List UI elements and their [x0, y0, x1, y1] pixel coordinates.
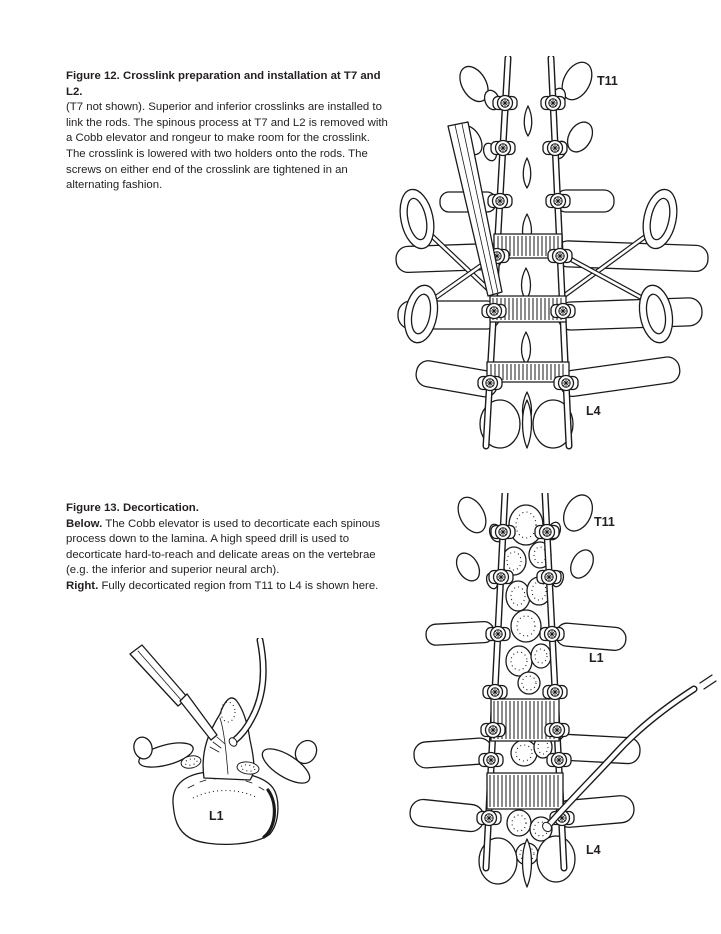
figure12-illustration	[388, 56, 721, 450]
fig13-post-label-l4: L4	[586, 843, 601, 857]
decorticated-bone	[502, 505, 552, 865]
figure13-caption	[66, 501, 396, 595]
figure13-below-label: Below.	[66, 517, 103, 530]
figure13-axial-illustration	[118, 638, 380, 862]
figure13-right-paragraph	[66, 579, 396, 595]
figure13-posterior-illustration	[398, 493, 721, 892]
vertebral-body	[173, 772, 278, 845]
figure12-caption	[66, 69, 388, 194]
fig13-axial-label-l1: L1	[209, 809, 224, 823]
figure12-caption-title: Figure 12. Crosslink preparation and installation at T7 and L2.	[66, 70, 381, 98]
cobb-elevator	[130, 645, 225, 752]
figure13-right-label: Right.	[66, 579, 99, 592]
fig12-label-t11: T11	[597, 74, 618, 88]
fig13-post-label-l1: L1	[589, 651, 604, 665]
fig13-post-label-t11: T11	[594, 515, 615, 529]
sacrum	[480, 400, 573, 448]
figure13-below-paragraph	[66, 517, 396, 579]
figure13-right-text: Fully decorticated region from T11 to L4 is shown here.	[101, 579, 379, 592]
figure12-caption-body: (T7 not shown). Superior and inferior crosslinks are installed to link the rods. The spinous process at T7 and L2 is removed with a Cobb elevator and rongeur to make room for the crosslink. The crosslink is lowered with two holders onto the rods. The screws on either end of the crosslink are tightened in an alternating fashion.	[66, 101, 388, 192]
fig12-label-l4: L4	[586, 404, 601, 418]
figure13-caption-title: Figure 13. Decortication.	[66, 502, 199, 514]
figure13-below-text: The Cobb elevator is used to decorticate each spinous process down to the lamina. A high speed drill is used to decorticate hard-to-reach and delicate areas on the vertebrae (e.g. the inferior and superior neural arch).	[66, 517, 381, 577]
